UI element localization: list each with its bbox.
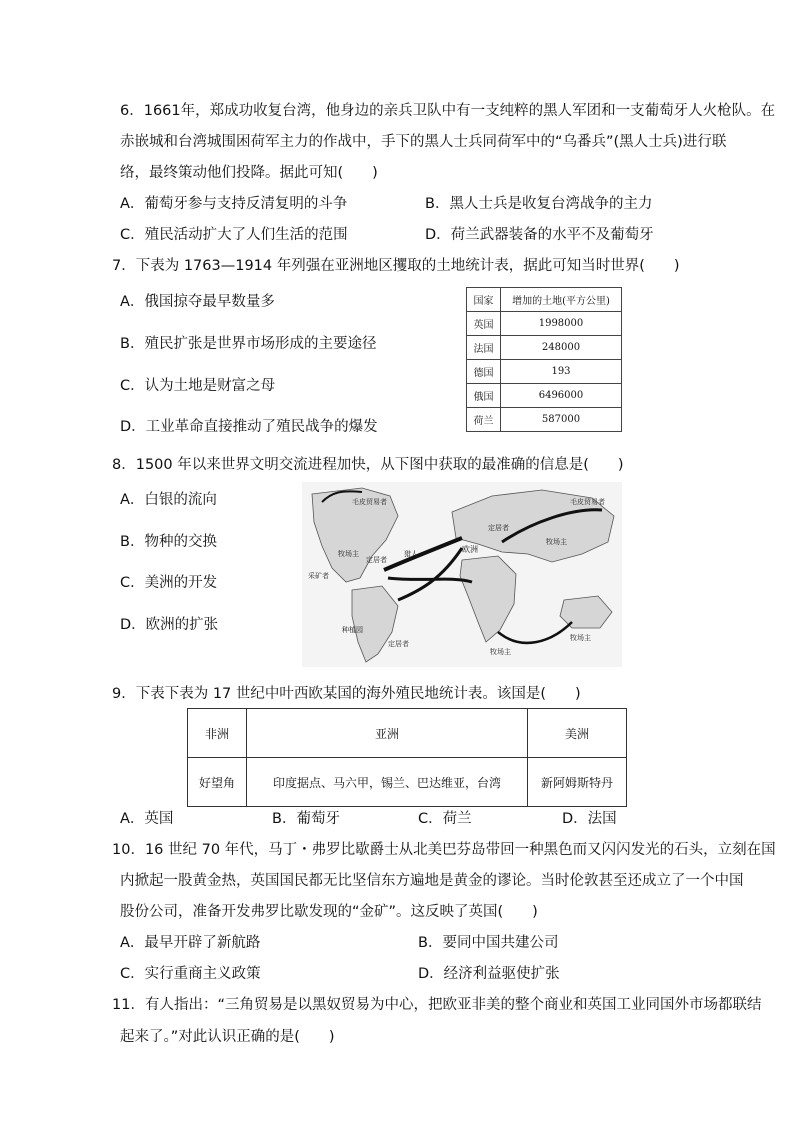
table-cell: 587000 xyxy=(501,408,622,432)
table-header-cell: 亚洲 xyxy=(247,709,528,758)
q10-stem-line-2: 内掀起一股黄金热，英国国民都无比坚信东方遍地是黄金的谬论。当时伦敦甚至还成立了一个中国 xyxy=(120,873,744,889)
q8-stem: 8．1500 年以来世界文明交流进程加快，从下图中获取的最准确的信息是( ) xyxy=(112,457,624,473)
table-cell: 俄国 xyxy=(467,384,501,408)
table-header-cell: 国家 xyxy=(467,288,501,312)
table-cell: 印度据点、马六甲，锡兰、巴达维亚，台湾 xyxy=(247,758,528,807)
table-cell: 荷兰 xyxy=(467,408,501,432)
table-cell: 新阿姆斯特丹 xyxy=(528,758,627,807)
world-exchange-map xyxy=(302,482,622,667)
q6-option-b[interactable]: B．黑人士兵是收复台湾战争的主力 xyxy=(425,196,653,212)
q6-option-d[interactable]: D．荷兰武器装备的水平不及葡萄牙 xyxy=(425,227,654,243)
table-cell: 193 xyxy=(501,360,622,384)
q6-stem-line-3: 络，最终策动他们投降。据此可知( ) xyxy=(120,165,378,181)
q6-option-a[interactable]: A．葡萄牙参与支持反清复明的斗争 xyxy=(120,196,348,212)
q7-option-a[interactable]: A．俄国掠夺最早数量多 xyxy=(120,294,275,310)
q10-option-a[interactable]: A．最早开辟了新航路 xyxy=(120,935,261,951)
table-cell: 248000 xyxy=(501,336,622,360)
table-header-cell: 非洲 xyxy=(188,709,247,758)
table-cell: 1998000 xyxy=(501,312,622,336)
q7-stem: 7．下表为 1763—1914 年列强在亚洲地区攫取的土地统计表，据此可知当时世界( ) xyxy=(112,258,680,274)
map-label-fur-asia: 毛皮贸易者 xyxy=(570,498,605,506)
table-row xyxy=(467,360,622,384)
table-cell: 好望角 xyxy=(188,758,247,807)
q9-option-c[interactable]: C．荷兰 xyxy=(418,811,472,827)
q9-stem: 9．下表下表为 17 世纪中叶西欧某国的海外殖民地统计表。该国是( ) xyxy=(112,686,581,702)
table-row xyxy=(467,408,622,432)
q9-option-d[interactable]: D．法国 xyxy=(562,811,617,827)
map-label-settlers-south-america: 定居者 xyxy=(388,640,409,648)
table-header-cell: 美洲 xyxy=(528,709,627,758)
q10-stem-line-3: 股份公司，准备开发弗罗比歇发现的“金矿”。这反映了英国( ) xyxy=(120,904,538,920)
table-row xyxy=(188,758,627,807)
table-header-row xyxy=(188,709,627,758)
map-label-europe: 欧洲 xyxy=(462,545,478,554)
table-cell: 德国 xyxy=(467,360,501,384)
q8-option-a[interactable]: A．白银的流向 xyxy=(120,492,217,508)
map-label-settlers-europe: 定居者 xyxy=(488,524,509,532)
map-label-herders-asia: 牧场主 xyxy=(546,538,567,546)
q8-option-b[interactable]: B．物种的交换 xyxy=(120,534,217,550)
q8-option-c[interactable]: C．美洲的开发 xyxy=(120,575,218,591)
map-label-herders-america: 牧场主 xyxy=(338,550,359,558)
table-row xyxy=(467,384,622,408)
table-header-cell: 增加的土地(平方公里) xyxy=(501,288,622,312)
q11-stem-line-2: 起来了。”对此认识正确的是( ) xyxy=(120,1029,335,1045)
q7-option-c[interactable]: C．认为土地是财富之母 xyxy=(120,378,276,394)
map-label-planters: 种植园 xyxy=(342,626,363,634)
table-header-row xyxy=(467,288,622,312)
map-label-herders-africa: 牧场主 xyxy=(490,648,511,656)
q6-stem-line-2: 赤嵌城和台湾城围困荷军主力的作战中，手下的黑人士兵同荷军中的“乌番兵”(黑人士兵)进行联 xyxy=(120,134,727,150)
map-label-settlers-america: 定居者 xyxy=(366,556,387,564)
table-cell: 法国 xyxy=(467,336,501,360)
q10-stem-line-1: 10．16 世纪 70 年代，马丁・弗罗比歇爵士从北美巴芬岛带回一种黑色而又闪闪发光的石头，立刻在国 xyxy=(112,842,776,858)
q10-option-b[interactable]: B．要同中国共建公司 xyxy=(418,935,559,951)
q10-option-d[interactable]: D．经济利益驱使扩张 xyxy=(418,966,560,982)
q7-land-table xyxy=(466,287,622,432)
map-label-hunters: 猎人 xyxy=(404,550,418,558)
map-label-herders-australia: 牧场主 xyxy=(570,634,591,642)
table-row xyxy=(467,336,622,360)
q10-option-c[interactable]: C．实行重商主义政策 xyxy=(120,966,261,982)
map-label-fur-america: 毛皮贸易者 xyxy=(352,498,387,506)
q9-option-a[interactable]: A．英国 xyxy=(120,811,174,827)
q11-stem-line-1: 11．有人指出：“三角贸易是以黑奴贸易为中心，把欧亚非美的整个商业和英国工业同国外市场都联结 xyxy=(112,997,762,1013)
table-cell: 英国 xyxy=(467,312,501,336)
map-label-miners: 采矿者 xyxy=(308,572,329,580)
q9-colony-table xyxy=(187,708,627,807)
table-cell: 6496000 xyxy=(501,384,622,408)
q9-option-b[interactable]: B．葡萄牙 xyxy=(272,811,340,827)
table-row xyxy=(467,312,622,336)
q7-option-d[interactable]: D．工业革命直接推动了殖民战争的爆发 xyxy=(120,419,378,435)
q6-stem-line-1: 6．1661年，郑成功收复台湾，他身边的亲兵卫队中有一支纯粹的黑人军团和一支葡萄牙人火枪队。在 xyxy=(120,103,776,119)
q8-option-d[interactable]: D．欧洲的扩张 xyxy=(120,617,219,633)
q7-option-b[interactable]: B．殖民扩张是世界市场形成的主要途径 xyxy=(120,336,377,352)
q6-option-c[interactable]: C．殖民活动扩大了人们生活的范围 xyxy=(120,227,348,243)
